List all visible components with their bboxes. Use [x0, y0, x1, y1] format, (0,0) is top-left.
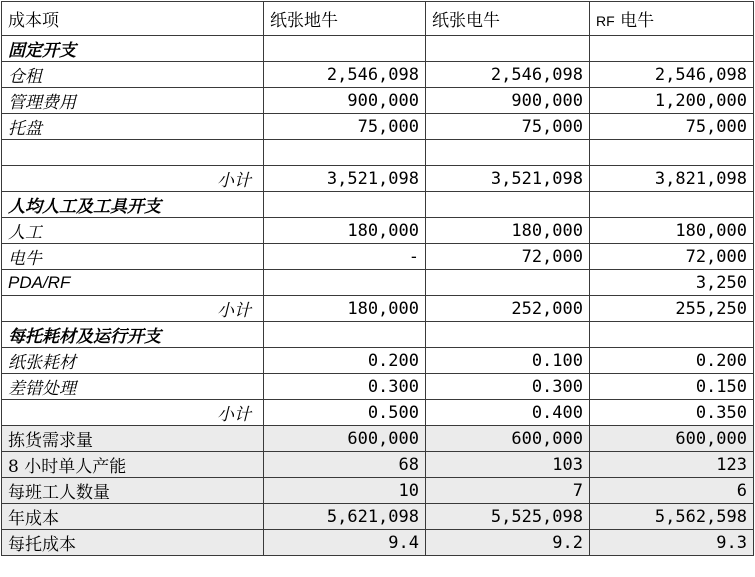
table-row — [2, 374, 754, 400]
value-cell[interactable]: 75,000 — [264, 114, 426, 140]
value-cell[interactable]: 2,546,098 — [264, 62, 426, 88]
header-paper-hand-pallet[interactable]: 纸张地牛 — [264, 2, 426, 36]
row-label[interactable]: 每班工人数量 — [2, 478, 264, 504]
value-cell[interactable] — [426, 140, 590, 166]
value-cell[interactable]: 72,000 — [426, 244, 590, 270]
value-cell[interactable]: 255,250 — [590, 296, 754, 322]
value-cell[interactable]: 68 — [264, 452, 426, 478]
row-label[interactable]: 电牛 — [2, 244, 264, 270]
cost-comparison-table — [1, 1, 754, 556]
value-cell[interactable]: 9.2 — [426, 530, 590, 556]
value-cell[interactable] — [590, 322, 754, 348]
value-cell[interactable] — [264, 36, 426, 62]
value-cell[interactable]: 5,621,098 — [264, 504, 426, 530]
value-cell[interactable] — [264, 322, 426, 348]
row-label[interactable]: 仓租 — [2, 62, 264, 88]
table-row — [2, 504, 754, 530]
header-row — [2, 2, 754, 36]
value-cell[interactable]: 0.350 — [590, 400, 754, 426]
value-cell[interactable]: 0.150 — [590, 374, 754, 400]
value-cell[interactable]: 3,250 — [590, 270, 754, 296]
value-cell[interactable]: 72,000 — [590, 244, 754, 270]
value-cell[interactable]: 5,562,598 — [590, 504, 754, 530]
table-row — [2, 348, 754, 374]
value-cell[interactable]: 0.200 — [264, 348, 426, 374]
row-label[interactable]: 8 小时单人产能 — [2, 452, 264, 478]
value-cell[interactable]: 0.200 — [590, 348, 754, 374]
value-cell[interactable]: 123 — [590, 452, 754, 478]
table-row — [2, 452, 754, 478]
value-cell[interactable]: 7 — [426, 478, 590, 504]
table-row — [2, 36, 754, 62]
value-cell[interactable]: 75,000 — [426, 114, 590, 140]
value-cell[interactable]: 600,000 — [590, 426, 754, 452]
row-label[interactable]: 纸张耗材 — [2, 348, 264, 374]
value-cell[interactable]: 252,000 — [426, 296, 590, 322]
value-cell[interactable]: 9.3 — [590, 530, 754, 556]
value-cell[interactable]: 1,200,000 — [590, 88, 754, 114]
value-cell[interactable] — [426, 270, 590, 296]
value-cell[interactable]: - — [264, 244, 426, 270]
value-cell[interactable]: 0.300 — [426, 374, 590, 400]
table-row — [2, 166, 754, 192]
value-cell[interactable]: 0.500 — [264, 400, 426, 426]
header-paper-electric-pallet[interactable]: 纸张电牛 — [426, 2, 590, 36]
value-cell[interactable]: 180,000 — [264, 218, 426, 244]
value-cell[interactable] — [264, 270, 426, 296]
value-cell[interactable]: 2,546,098 — [590, 62, 754, 88]
header-cost-item[interactable]: 成本项 — [2, 2, 264, 36]
value-cell[interactable]: 0.400 — [426, 400, 590, 426]
row-label[interactable]: 年成本 — [2, 504, 264, 530]
header-rf-electric-pallet[interactable] — [590, 2, 754, 36]
table-body — [2, 2, 754, 556]
value-cell[interactable] — [590, 192, 754, 218]
value-cell[interactable]: 103 — [426, 452, 590, 478]
value-cell[interactable]: 10 — [264, 478, 426, 504]
value-cell[interactable]: 6 — [590, 478, 754, 504]
value-cell[interactable] — [590, 36, 754, 62]
row-label[interactable]: 每托成本 — [2, 530, 264, 556]
table-row — [2, 218, 754, 244]
value-cell[interactable]: 900,000 — [264, 88, 426, 114]
value-cell[interactable] — [426, 322, 590, 348]
value-cell[interactable]: 2,546,098 — [426, 62, 590, 88]
value-cell[interactable]: 0.300 — [264, 374, 426, 400]
table-row — [2, 244, 754, 270]
table-row — [2, 322, 754, 348]
row-label[interactable]: 固定开支 — [2, 36, 264, 62]
table-row — [2, 426, 754, 452]
value-cell[interactable]: 600,000 — [426, 426, 590, 452]
row-label[interactable]: PDA/RF — [2, 270, 264, 296]
table-row — [2, 88, 754, 114]
value-cell[interactable] — [264, 140, 426, 166]
row-label[interactable]: 小计 — [2, 166, 264, 192]
table-row — [2, 270, 754, 296]
value-cell[interactable]: 3,521,098 — [264, 166, 426, 192]
table-row — [2, 140, 754, 166]
table-row — [2, 62, 754, 88]
row-label[interactable]: 小计 — [2, 400, 264, 426]
value-cell[interactable]: 900,000 — [426, 88, 590, 114]
value-cell[interactable] — [426, 36, 590, 62]
table-row — [2, 192, 754, 218]
value-cell[interactable]: 180,000 — [590, 218, 754, 244]
row-label[interactable]: 拣货需求量 — [2, 426, 264, 452]
header-rf-prefix: RF — [596, 13, 615, 29]
value-cell[interactable]: 180,000 — [264, 296, 426, 322]
value-cell[interactable] — [590, 140, 754, 166]
row-label[interactable]: 小计 — [2, 296, 264, 322]
table-row — [2, 478, 754, 504]
table-row — [2, 530, 754, 556]
value-cell[interactable]: 9.4 — [264, 530, 426, 556]
row-label[interactable]: 人均人工及工具开支 — [2, 192, 264, 218]
value-cell[interactable]: 600,000 — [264, 426, 426, 452]
value-cell[interactable] — [264, 192, 426, 218]
header-rf-suffix: 电牛 — [620, 11, 655, 31]
row-label[interactable] — [2, 140, 264, 166]
row-label[interactable]: 人工 — [2, 218, 264, 244]
row-label[interactable]: 托盘 — [2, 114, 264, 140]
table-row — [2, 400, 754, 426]
table-row — [2, 296, 754, 322]
value-cell[interactable]: 0.100 — [426, 348, 590, 374]
value-cell[interactable]: 180,000 — [426, 218, 590, 244]
table-row — [2, 114, 754, 140]
value-cell[interactable]: 5,525,098 — [426, 504, 590, 530]
row-label[interactable]: 每托耗材及运行开支 — [2, 322, 264, 348]
value-cell[interactable] — [426, 192, 590, 218]
value-cell[interactable]: 3,821,098 — [590, 166, 754, 192]
value-cell[interactable]: 3,521,098 — [426, 166, 590, 192]
row-label[interactable]: 管理费用 — [2, 88, 264, 114]
row-label[interactable]: 差错处理 — [2, 374, 264, 400]
value-cell[interactable]: 75,000 — [590, 114, 754, 140]
